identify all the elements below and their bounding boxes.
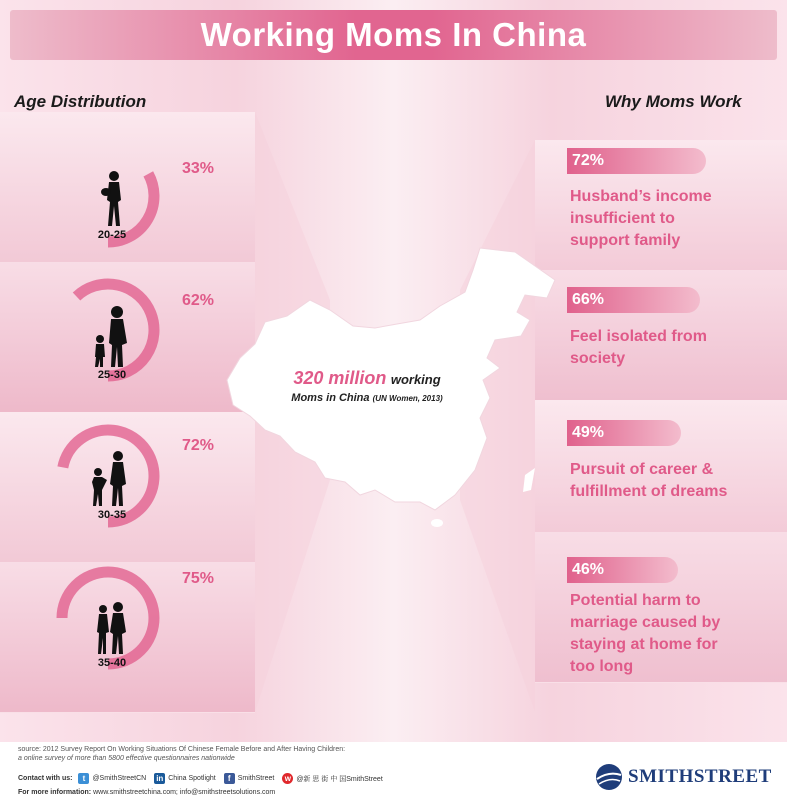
- source-note: [18, 745, 345, 763]
- age-label-4: 35-40: [97, 657, 127, 669]
- twitter-handle: @SmithStreetCN: [92, 775, 147, 782]
- reason-text-3-line: Pursuit of career &: [570, 461, 714, 478]
- linkedin-name: China Spotlight: [168, 775, 216, 782]
- reason-text-1-line: insufficient to: [570, 210, 675, 227]
- source-line-1: source: 2012 Survey Report On Working Situations Of Chinese Female Before and After Having Children:: [18, 746, 346, 753]
- page-title: Working Moms In China: [200, 16, 587, 53]
- age-pct-3: 72%: [182, 437, 215, 454]
- age-pct-1: 33%: [182, 160, 215, 177]
- facebook-name: SmithStreet: [237, 775, 275, 782]
- age-section-title: Age Distribution: [14, 92, 147, 111]
- twitter-icon: t: [78, 773, 89, 784]
- reason-text-4-line: Potential harm to: [570, 592, 701, 609]
- facebook-link[interactable]: [224, 773, 275, 784]
- age-pct-4: 75%: [182, 570, 215, 587]
- age-label-2: 25-30: [97, 369, 127, 381]
- twitter-link[interactable]: [78, 773, 146, 784]
- linkedin-icon: in: [156, 774, 164, 783]
- logo-text: SMITHSTREET: [628, 766, 772, 787]
- reason-text-3: [570, 459, 770, 503]
- weibo-handle: @新 思 街 中 国SmithStreet: [296, 775, 383, 783]
- reason-pct-bar-1: 72%: [567, 148, 706, 174]
- reason-text-3-line: fulfillment of dreams: [570, 483, 728, 500]
- age-label-1: 20-25: [97, 229, 127, 241]
- reason-text-1-line: support family: [570, 232, 681, 249]
- map-stat-suffix: working: [390, 372, 441, 387]
- reason-text-4-line: too long: [570, 658, 634, 675]
- weibo-link[interactable]: [282, 773, 382, 784]
- globe-icon: [594, 762, 624, 792]
- reason-text-4-line: marriage caused by: [570, 614, 721, 631]
- age-pct-2: 62%: [182, 292, 215, 309]
- reason-text-2-line: society: [570, 350, 626, 367]
- weibo-icon: w: [282, 773, 293, 784]
- reason-pct-bar-4: 46%: [567, 557, 678, 583]
- reason-pct-bar-2: 66%: [567, 287, 700, 313]
- source-line-2: a online survey of more than 5800 effective questionnaires nationwide: [18, 755, 235, 762]
- reason-text-4: [570, 590, 770, 678]
- reason-text-2: [570, 326, 770, 370]
- reason-text-1: [570, 186, 770, 252]
- more-info: [18, 789, 275, 796]
- reasons-section-title: Why Moms Work: [605, 92, 742, 111]
- reason-pct-bar-3: 49%: [567, 420, 681, 446]
- reason-text-1-line: Husband’s income: [570, 188, 712, 205]
- mom-with-baby-silhouette: [85, 170, 135, 232]
- reason-text-2-line: Feel isolated from: [570, 328, 707, 345]
- map-stat-line2: Moms in China: [291, 392, 370, 404]
- contact-row: [18, 773, 391, 784]
- map-stat-number: 320 million: [293, 368, 387, 388]
- contact-label: Contact with us:: [18, 775, 73, 782]
- mom-with-teen-silhouette: [85, 602, 135, 660]
- linkedin-link[interactable]: [154, 773, 215, 784]
- mom-with-toddler-silhouette: [85, 305, 135, 370]
- map-stat-cite: (UN Women, 2013): [372, 394, 443, 403]
- map-stat: [262, 368, 472, 404]
- facebook-icon: f: [224, 773, 235, 784]
- age-label-3: 30-35: [97, 509, 127, 521]
- smithstreet-logo: [594, 762, 772, 792]
- more-info-label: For more information:: [18, 789, 92, 796]
- mom-with-child-silhouette: [85, 450, 135, 510]
- more-info-links[interactable]: www.smithstreetchina.com; info@smithstreetsolutions.com: [93, 789, 276, 796]
- reason-text-4-line: staying at home for: [570, 636, 718, 653]
